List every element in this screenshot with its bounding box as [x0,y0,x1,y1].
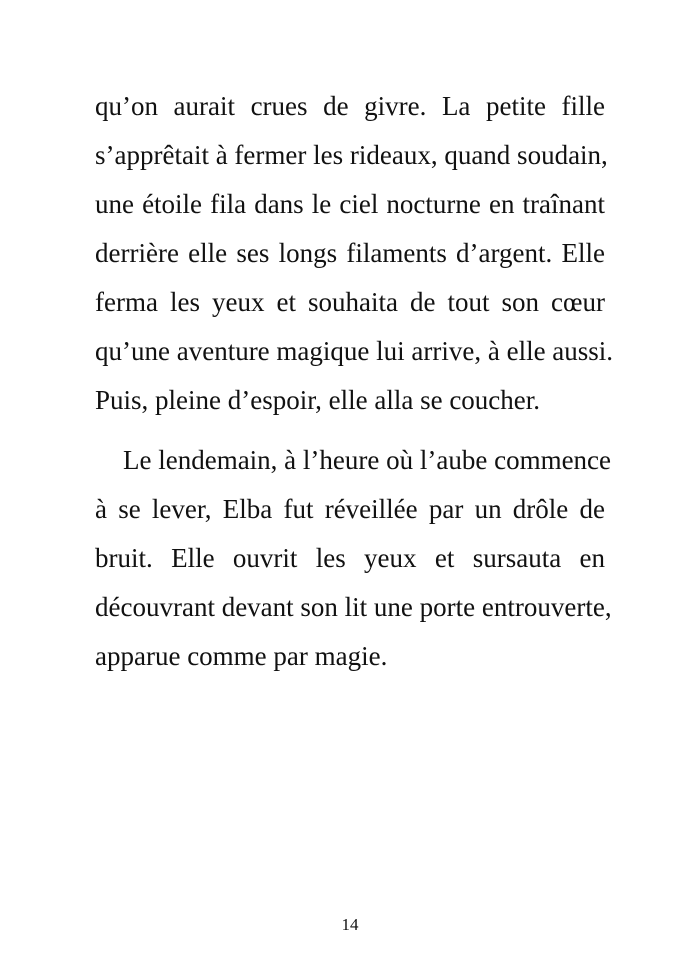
text-line: Puis, pleine d’espoir, elle alla se coucher. [95,385,541,415]
text-line: ferma les yeux et souhaita de tout son cœur [95,287,605,317]
text-line: apparue comme par magie. [95,641,388,671]
paragraph-1 [95,82,614,425]
page-number: 14 [341,915,359,934]
text-line: bruit. Elle ouvrit les yeux et sursauta en [95,543,605,573]
text-line: Le lendemain, à l’heure où l’aube commence [123,445,612,475]
text-line: qu’on aurait crues de givre. La petite fille [95,91,605,121]
paragraph-2 [95,436,612,681]
text-line: une étoile fila dans le ciel nocturne en traînant [95,189,605,219]
text-line: à se lever, Elba fut réveillée par un drôle de [95,494,605,524]
text-line: s’apprêtait à fermer les rideaux, quand soudain, [95,140,608,170]
text-line: qu’une aventure magique lui arrive, à elle aussi. [95,336,614,366]
body-text [95,82,614,681]
text-line: derrière elle ses longs filaments d’argent. Elle [95,238,605,268]
text-line: découvrant devant son lit une porte entrouverte, [95,592,612,622]
